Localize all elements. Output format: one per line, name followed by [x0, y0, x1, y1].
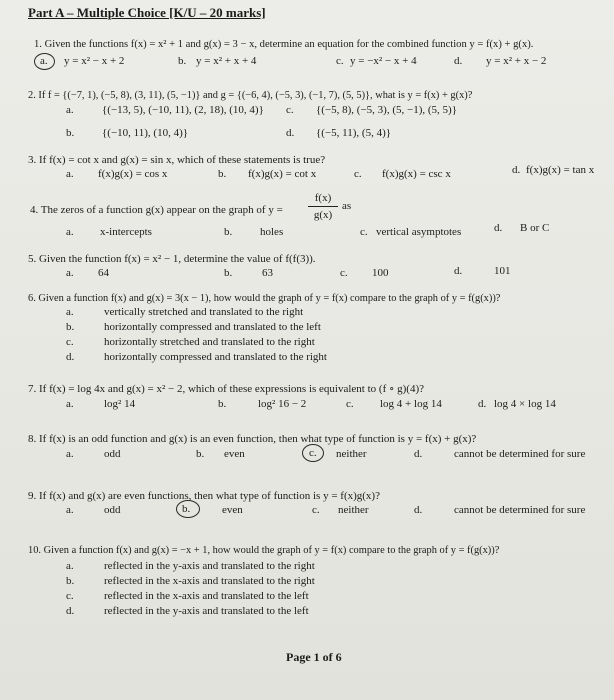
q9-option-c-letter: c.	[312, 504, 320, 516]
question-1-stem: 1. Given the functions f(x) = x² + 1 and g(x) = 3 − x, determine an equation for the combined function y = f(x) + g(x).	[34, 39, 534, 50]
q1-option-b-text: y = x² + x + 4	[196, 55, 257, 67]
q6-option-d-letter: d.	[66, 351, 75, 363]
q6-option-a-text: vertically stretched and translated to the right	[104, 306, 304, 318]
q8-option-b-text: even	[224, 448, 245, 460]
question-9-stem: 9. If f(x) and g(x) are even functions, then what type of function is y = f(x)g(x)?	[28, 490, 380, 502]
q3-option-b-text: f(x)g(x) = cot x	[248, 168, 317, 180]
q4-fraction-bar	[308, 206, 338, 207]
q2-option-c-letter: c.	[286, 104, 294, 116]
q2-option-a-letter: a.	[66, 104, 74, 116]
q10-option-a-letter: a.	[66, 560, 74, 572]
q2-option-c-text: {(−5, 8), (−5, 3), (5, −1), (5, 5)}	[316, 104, 457, 116]
q2-option-d-text: {(−5, 11), (5, 4)}	[316, 127, 392, 139]
q10-option-d-text: reflected in the y-axis and translated to the left	[104, 605, 309, 617]
q6-option-c-letter: c.	[66, 336, 74, 348]
q8-option-c-text: neither	[336, 448, 367, 460]
q4-stem-end: as	[342, 200, 352, 212]
q7-option-d-letter: d.	[478, 398, 487, 410]
q5-option-c-text: 100	[372, 267, 389, 279]
q3-option-d-letter: d.	[512, 164, 521, 176]
q8-option-c-letter: c.	[309, 447, 317, 459]
q1-option-c-text: y = −x² − x + 4	[350, 55, 417, 67]
q9-option-c-text: neither	[338, 504, 369, 516]
q1-option-a-text: y = x² − x + 2	[64, 55, 125, 67]
q2-option-d-letter: d.	[286, 127, 295, 139]
q7-option-a-text: log² 14	[104, 398, 136, 410]
q9-option-a-letter: a.	[66, 504, 74, 516]
q10-option-b-text: reflected in the x-axis and translated to the right	[104, 575, 315, 587]
question-6-stem: 6. Given a function f(x) and g(x) = 3(x − 1), how would the graph of y = f(x) compare to the graph of y = f(g(x))?	[28, 293, 501, 304]
q3-option-a-letter: a.	[66, 168, 74, 180]
q5-option-b-letter: b.	[224, 267, 233, 279]
q4-fraction-numerator: f(x)	[314, 192, 332, 204]
q10-option-d-letter: d.	[66, 605, 75, 617]
q4-option-a-text: x-intercepts	[100, 226, 152, 238]
q3-option-a-text: f(x)g(x) = cos x	[98, 168, 168, 180]
q6-option-b-letter: b.	[66, 321, 75, 333]
q4-option-c-letter: c.	[360, 226, 368, 238]
q2-option-b-letter: b.	[66, 127, 75, 139]
q6-option-a-letter: a.	[66, 306, 74, 318]
q1-option-a-letter: a.	[40, 55, 48, 67]
q6-option-d-text: horizontally compressed and translated to the right	[104, 351, 327, 363]
q1-option-d-letter: d.	[454, 55, 463, 67]
q7-option-c-text: log 4 + log 14	[380, 398, 442, 410]
page-number: Page 1 of 6	[286, 650, 342, 664]
q3-option-c-text: f(x)g(x) = csc x	[382, 168, 451, 180]
q7-option-a-letter: a.	[66, 398, 74, 410]
q10-option-b-letter: b.	[66, 575, 75, 587]
q5-option-d-letter: d.	[454, 265, 463, 277]
q9-option-d-letter: d.	[414, 504, 423, 516]
q5-option-a-letter: a.	[66, 267, 74, 279]
q7-option-c-letter: c.	[346, 398, 354, 410]
q4-option-b-letter: b.	[224, 226, 233, 238]
q4-option-d-text: B or C	[520, 222, 550, 234]
q6-option-b-text: horizontally compressed and translated to the left	[104, 321, 321, 333]
q5-option-a-text: 64	[98, 267, 109, 279]
q4-fraction-denominator: g(x)	[313, 209, 333, 221]
q3-option-c-letter: c.	[354, 168, 362, 180]
q9-option-b-letter: b.	[182, 503, 191, 515]
question-3-stem: 3. If f(x) = cot x and g(x) = sin x, which of these statements is true?	[28, 154, 326, 166]
q1-option-c-letter: c.	[336, 55, 344, 67]
question-7-stem: 7. If f(x) = log 4x and g(x) = x² − 2, which of these expressions is equivalent to (f ∘ g)(4)?	[28, 383, 425, 395]
q7-option-b-text: log² 16 − 2	[258, 398, 307, 410]
q9-option-a-text: odd	[104, 504, 121, 516]
q8-option-b-letter: b.	[196, 448, 205, 460]
question-8-stem: 8. If f(x) is an odd function and g(x) is an even function, then what type of function is y = f(x) + g(x)?	[28, 433, 477, 445]
q5-option-b-text: 63	[262, 267, 273, 279]
q8-option-a-letter: a.	[66, 448, 74, 460]
q7-option-d-text: log 4 × log 14	[494, 398, 556, 410]
q8-option-a-text: odd	[104, 448, 121, 460]
q5-option-d-text: 101	[494, 265, 511, 277]
q8-option-d-text: cannot be determined for sure	[454, 448, 586, 460]
q10-option-a-text: reflected in the y-axis and translated to the right	[104, 560, 315, 572]
question-10-stem: 10. Given a function f(x) and g(x) = −x + 1, how would the graph of y = f(x) compare to the graph of y = f(g(x))?	[28, 545, 500, 556]
q2-option-b-text: {(−10, 11), (10, 4)}	[102, 127, 189, 139]
q2-option-a-text: {(−13, 5), (−10, 11), (2, 18), (10, 4)}	[102, 104, 264, 116]
q9-option-b-text: even	[222, 504, 243, 516]
q9-option-d-text: cannot be determined for sure	[454, 504, 586, 516]
q4-option-b-text: holes	[260, 226, 284, 238]
q4-option-c-text: vertical asymptotes	[376, 226, 462, 238]
q8-option-d-letter: d.	[414, 448, 423, 460]
page-title: Part A – Multiple Choice [K/U – 20 marks]	[28, 5, 266, 20]
question-5-stem: 5. Given the function f(x) = x² − 1, determine the value of f(f(3)).	[28, 253, 316, 265]
q1-option-b-letter: b.	[178, 55, 187, 67]
q6-option-c-text: horizontally stretched and translated to the right	[104, 336, 315, 348]
question-4-stem: 4. The zeros of a function g(x) appear on the graph of y =	[30, 204, 283, 216]
q10-option-c-letter: c.	[66, 590, 74, 602]
q7-option-b-letter: b.	[218, 398, 227, 410]
q4-option-d-letter: d.	[494, 222, 503, 234]
q3-option-d-text: f(x)g(x) = tan x	[526, 164, 595, 176]
question-2-stem: 2. If f = {(−7, 1), (−5, 8), (3, 11), (5, −1)} and g = {(−6, 4), (−5, 3), (−1, 7), (5, 5)}, what is y = f(x) + g(x)?	[28, 90, 473, 101]
q3-option-b-letter: b.	[218, 168, 227, 180]
q1-option-d-text: y = x² + x − 2	[486, 55, 547, 67]
q10-option-c-text: reflected in the x-axis and translated to the left	[104, 590, 309, 602]
q4-option-a-letter: a.	[66, 226, 74, 238]
q5-option-c-letter: c.	[340, 267, 348, 279]
